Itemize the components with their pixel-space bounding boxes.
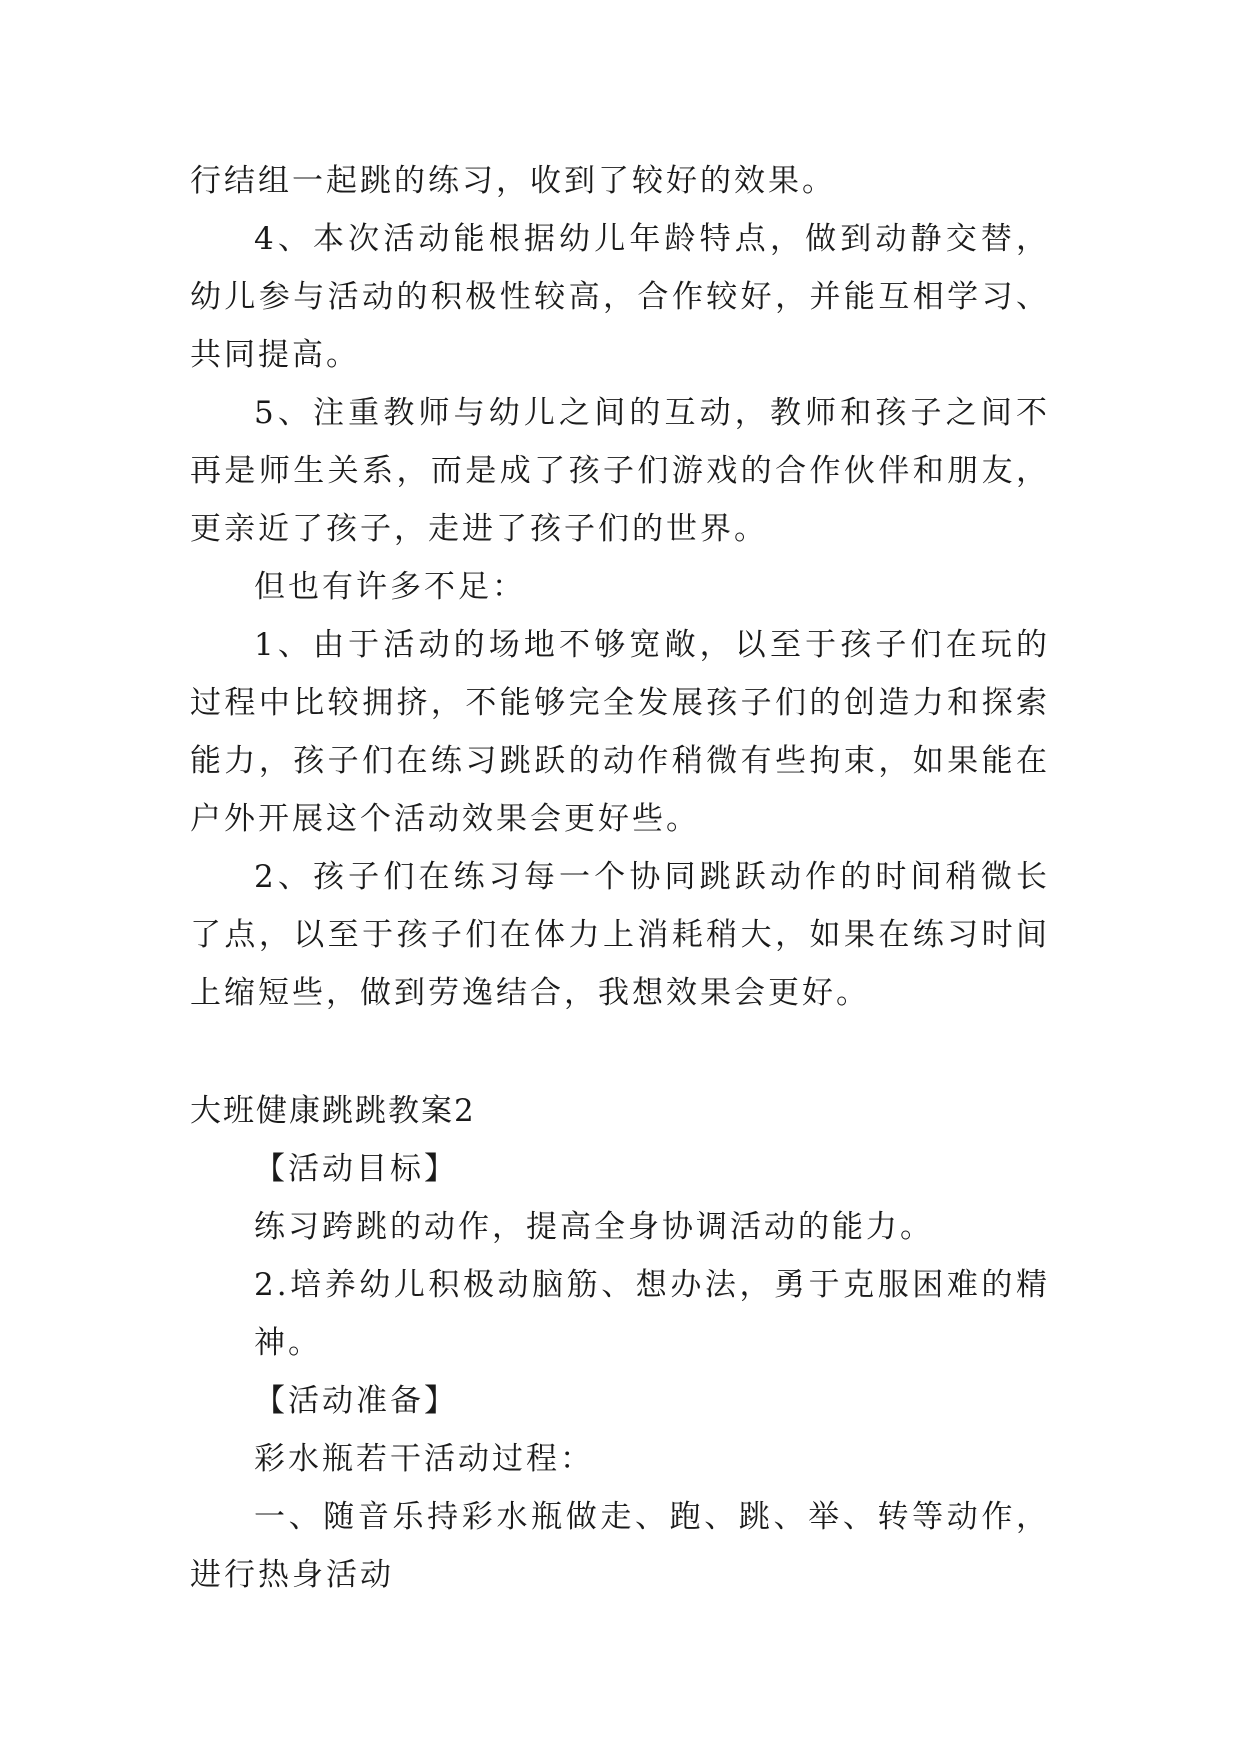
paragraph-point-5: 5、注重教师与幼儿之间的互动，教师和孩子之间不再是师生关系，而是成了孩子们游戏的合作伙伴和朋友，更亲近了孩子，走进了孩子们的世界。 (190, 395, 1050, 547)
paragraph-shortcomings-heading: 但也有许多不足： (254, 569, 526, 605)
goal-item-1: 练习跨跳的动作，提高全身协调活动的能力。 (254, 1209, 934, 1245)
paragraph-shortcoming-2: 2、孩子们在练习每一个协同跳跃动作的时间稍微长了点，以至于孩子们在体力上消耗稍大，如果在练习时间上缩短些，做到劳逸结合，我想效果会更好。 (190, 859, 1050, 1011)
paragraph-shortcoming-1: 1、由于活动的场地不够宽敞，以至于孩子们在玩的过程中比较拥挤，不能够完全发展孩子们的创造力和探索能力，孩子们在练习跳跃的动作稍微有些拘束，如果能在户外开展这个活动效果会更好些。 (190, 627, 1050, 837)
document-body (190, 152, 1050, 1604)
preparation-text: 彩水瓶若干活动过程： (254, 1441, 594, 1477)
paragraph-point-4: 4、本次活动能根据幼儿年龄特点，做到动静交替，幼儿参与活动的积极性较高，合作较好，并能互相学习、共同提高。 (190, 221, 1050, 373)
process-step-1: 一、随音乐持彩水瓶做走、跑、跳、举、转等动作，进行热身活动 (190, 1499, 1050, 1593)
heading-activity-preparation: 【活动准备】 (254, 1383, 458, 1419)
goal-item-2: 2.培养幼儿积极动脑筋、想办法，勇于克服困难的精神。 (254, 1267, 1050, 1361)
heading-activity-goals: 【活动目标】 (254, 1151, 458, 1187)
paragraph-continuation: 行结组一起跳的练习，收到了较好的效果。 (190, 163, 836, 199)
section-title: 大班健康跳跳教案2 (190, 1093, 476, 1129)
